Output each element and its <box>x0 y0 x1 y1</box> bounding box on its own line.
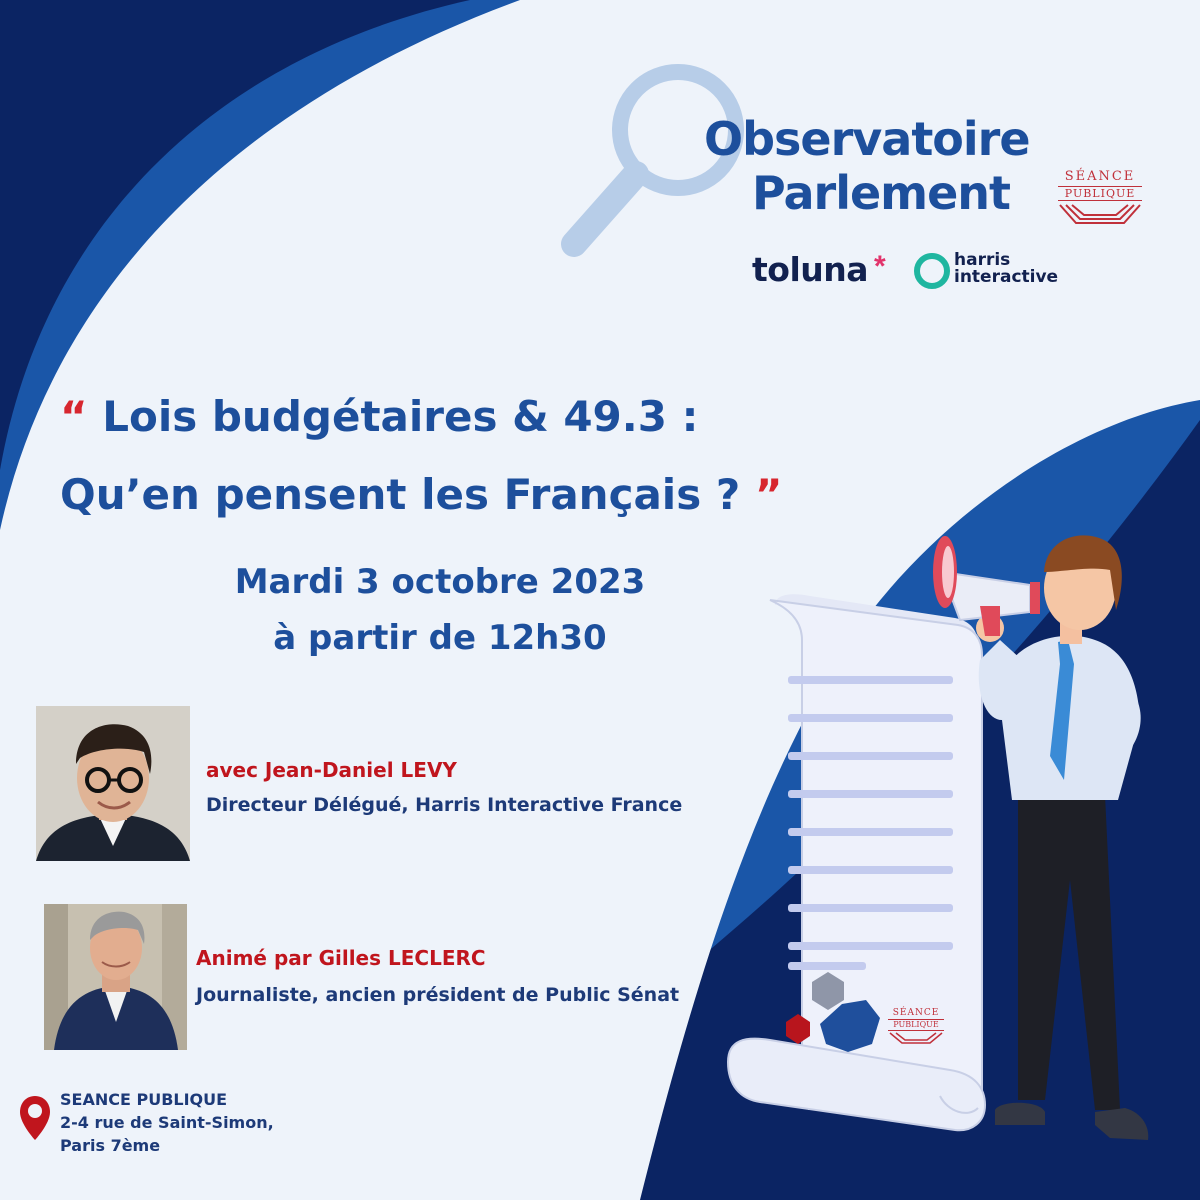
observatoire-title <box>704 112 1030 220</box>
speaker-photo-levy <box>36 706 190 861</box>
seance-arc-icon <box>1052 201 1148 227</box>
scroll-seance-bottom: PUBLIQUE <box>888 1019 944 1031</box>
headline-text-2: Qu’en pensent les Français ? <box>60 470 741 519</box>
harris-logo-line1: harris <box>954 250 1011 270</box>
event-address <box>60 1088 274 1157</box>
scroll-seance-top: SÉANCE <box>892 1008 940 1018</box>
location-pin-icon <box>18 1094 52 1142</box>
headline-line2 <box>60 470 782 519</box>
scroll-seance-logo <box>884 1008 948 1045</box>
harris-logo-line2: interactive <box>954 267 1059 287</box>
portrait-levy <box>36 706 190 861</box>
harris-logo <box>954 252 1058 286</box>
venue-street: 2-4 rue de Saint-Simon, <box>60 1113 274 1132</box>
venue-city: Paris 7ème <box>60 1136 161 1155</box>
seance-logo-top: SÉANCE <box>1064 169 1136 184</box>
seance-logo-bottom: PUBLIQUE <box>1058 186 1142 201</box>
venue-name: SEANCE PUBLIQUE <box>60 1090 228 1109</box>
asterisk-icon: * <box>874 250 886 283</box>
speaker-name-leclerc: Animé par Gilles LECLERC <box>196 946 486 970</box>
observatoire-title-line1: Observatoire <box>704 112 1030 166</box>
portrait-leclerc <box>44 904 187 1050</box>
speaker-name-levy: avec Jean-Daniel LEVY <box>206 758 457 782</box>
headline-line1 <box>60 392 698 441</box>
speaker-role-levy: Directeur Délégué, Harris Interactive France <box>206 794 683 816</box>
observatoire-title-line2: Parlement <box>752 166 1011 220</box>
scroll-seance-arc-icon <box>884 1031 948 1045</box>
event-date: Mardi 3 octobre 2023 <box>234 562 646 602</box>
speaker-role-leclerc: Journaliste, ancien président de Public Sénat <box>196 984 680 1006</box>
event-time: à partir de 12h30 <box>273 618 607 658</box>
speaker-photo-leclerc <box>44 904 187 1050</box>
megaphone-man-illustration <box>720 520 1160 1160</box>
toluna-logo: toluna <box>752 250 869 289</box>
close-quote: ” <box>754 470 783 519</box>
open-quote: “ <box>60 392 88 441</box>
headline-text-1: Lois budgétaires & 49.3 : <box>102 392 699 441</box>
seance-publique-logo <box>1052 170 1148 227</box>
harris-ring-icon <box>914 253 950 289</box>
